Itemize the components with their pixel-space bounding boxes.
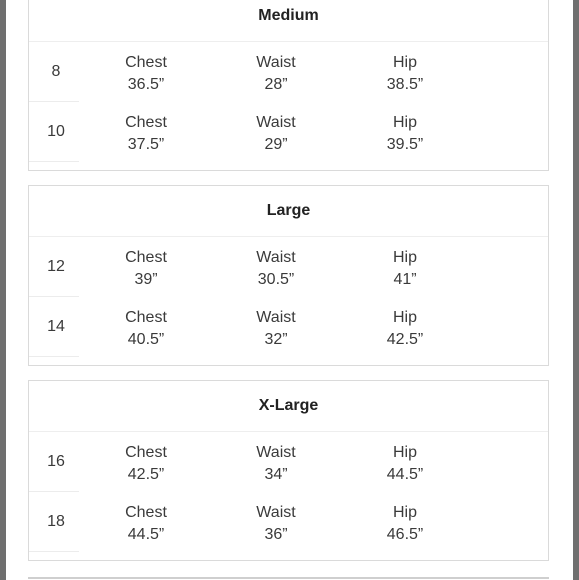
hip-measure bbox=[350, 52, 460, 96]
waist-value: 28” bbox=[264, 76, 288, 93]
waist-value: 34” bbox=[264, 466, 288, 483]
chest-value: 40.5” bbox=[127, 331, 165, 348]
waist-measure bbox=[221, 247, 331, 291]
size-group-x-large bbox=[28, 380, 549, 561]
size-group-medium bbox=[28, 0, 549, 171]
size-number: 18 bbox=[47, 513, 65, 530]
size-number: 10 bbox=[47, 123, 65, 140]
row-divider bbox=[29, 551, 79, 552]
size-number: 8 bbox=[51, 63, 61, 80]
waist-measure bbox=[221, 307, 331, 351]
hip-value: 44.5” bbox=[386, 466, 424, 483]
hip-measure bbox=[350, 442, 460, 486]
waist-measure bbox=[221, 52, 331, 96]
waist-value: 36” bbox=[264, 526, 288, 543]
chest-value: 37.5” bbox=[127, 136, 165, 153]
chest-label: Chest bbox=[125, 309, 167, 326]
waist-measure bbox=[221, 442, 331, 486]
hip-measure bbox=[350, 112, 460, 156]
table-row bbox=[29, 102, 548, 162]
chest-measure bbox=[91, 502, 201, 546]
row-divider bbox=[29, 161, 79, 162]
waist-label: Waist bbox=[256, 309, 296, 326]
table-row bbox=[29, 492, 548, 552]
group-title: X-Large bbox=[29, 381, 548, 432]
chest-label: Chest bbox=[125, 444, 167, 461]
chest-measure bbox=[91, 112, 201, 156]
size-number: 12 bbox=[47, 258, 65, 275]
waist-value: 30.5” bbox=[257, 271, 295, 288]
chest-measure bbox=[91, 307, 201, 351]
row-divider bbox=[29, 356, 79, 357]
size-chart-scroll-area[interactable] bbox=[6, 0, 573, 580]
chest-value: 36.5” bbox=[127, 76, 165, 93]
waist-measure bbox=[221, 112, 331, 156]
table-row bbox=[29, 432, 548, 492]
hip-label: Hip bbox=[392, 504, 417, 521]
chest-label: Chest bbox=[125, 249, 167, 266]
waist-value: 29” bbox=[264, 136, 288, 153]
chest-label: Chest bbox=[125, 114, 167, 131]
waist-label: Waist bbox=[256, 249, 296, 266]
hip-label: Hip bbox=[392, 249, 417, 266]
hip-measure bbox=[350, 502, 460, 546]
table-row bbox=[29, 297, 548, 357]
hip-value: 41” bbox=[393, 271, 417, 288]
hip-measure bbox=[350, 247, 460, 291]
waist-measure bbox=[221, 502, 331, 546]
waist-label: Waist bbox=[256, 504, 296, 521]
waist-label: Waist bbox=[256, 114, 296, 131]
hip-value: 38.5” bbox=[386, 76, 424, 93]
hip-value: 42.5” bbox=[386, 331, 424, 348]
hip-label: Hip bbox=[392, 444, 417, 461]
waist-value: 32” bbox=[264, 331, 288, 348]
hip-label: Hip bbox=[392, 114, 417, 131]
table-row bbox=[29, 42, 548, 102]
waist-label: Waist bbox=[256, 54, 296, 71]
hip-measure bbox=[350, 307, 460, 351]
right-edge bbox=[573, 0, 579, 580]
chest-measure bbox=[91, 442, 201, 486]
group-title: Medium bbox=[29, 0, 548, 42]
size-number: 16 bbox=[47, 453, 65, 470]
chest-value: 39” bbox=[134, 271, 158, 288]
group-title: Large bbox=[29, 186, 548, 237]
waist-label: Waist bbox=[256, 444, 296, 461]
hip-label: Hip bbox=[392, 54, 417, 71]
chest-measure bbox=[91, 247, 201, 291]
chest-value: 42.5” bbox=[127, 466, 165, 483]
hip-value: 39.5” bbox=[386, 136, 424, 153]
chest-label: Chest bbox=[125, 504, 167, 521]
chest-label: Chest bbox=[125, 54, 167, 71]
chest-value: 44.5” bbox=[127, 526, 165, 543]
size-number: 14 bbox=[47, 318, 65, 335]
hip-value: 46.5” bbox=[386, 526, 424, 543]
chest-measure bbox=[91, 52, 201, 96]
hip-label: Hip bbox=[392, 309, 417, 326]
table-row bbox=[29, 237, 548, 297]
size-group-large bbox=[28, 185, 549, 366]
